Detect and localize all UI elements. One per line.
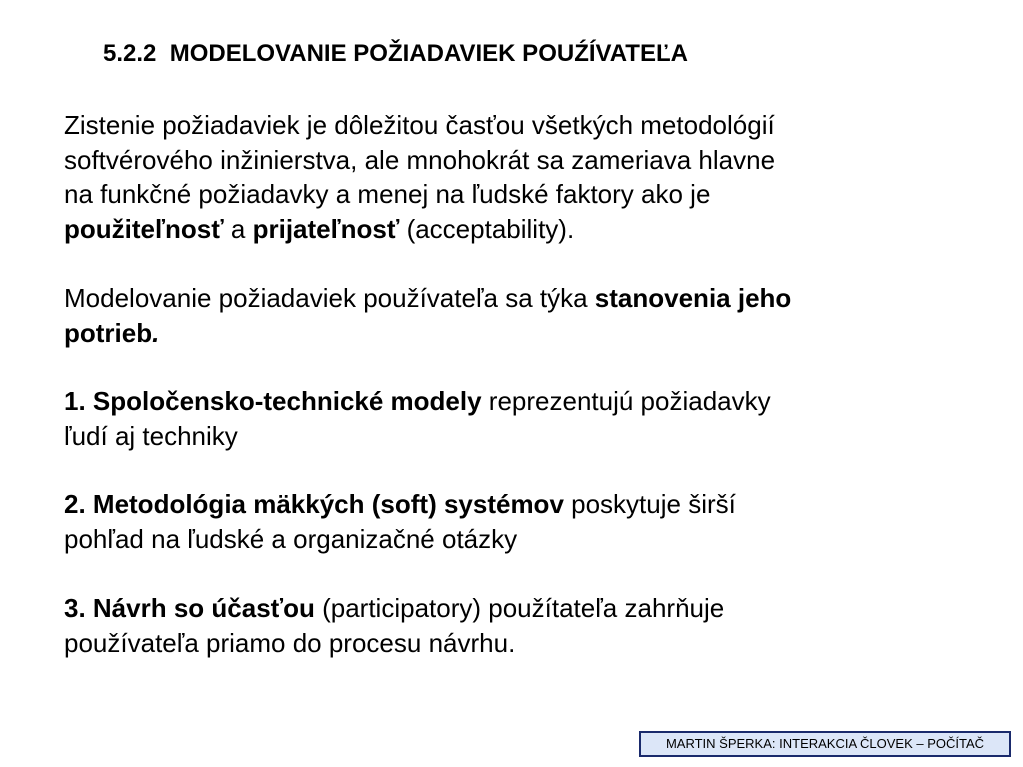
intro-line-3: na funkčné požiadavky a menej na ľudské faktory ako je	[64, 179, 711, 209]
item-2-text-1: poskytuje širší	[563, 489, 736, 519]
modeling-text: Modelovanie požiadaviek používateľa sa týka	[64, 283, 595, 313]
modeling-line-1	[64, 281, 964, 316]
item-1-line-2: ľudí aj techniky	[64, 420, 238, 451]
item-2-line-1	[64, 487, 964, 522]
list-item	[64, 591, 964, 660]
list-item	[64, 487, 964, 556]
intro-line-1: Zistenie požiadaviek je dôležitou časťou všetkých metodológií	[64, 110, 775, 140]
modeling-paragraph	[64, 281, 964, 350]
item-2-line-2: pohľad na ľudské a organizačné otázky	[64, 523, 518, 554]
item-3-text-1: (participatory) použítateľa zahrňuje	[314, 593, 725, 623]
modeling-bold-2: potrieb	[64, 317, 153, 348]
intro-line-4	[64, 212, 964, 247]
item-3-line-2: používateľa priamo do procesu návrhu.	[64, 627, 516, 658]
intro-paragraph	[64, 108, 964, 246]
item-1-heading: 1. Spoločensko-technické modely	[64, 386, 482, 416]
slide-title: 5.2.2 MODELOVANIE POŽIADAVIEK POUŹÍVATEĽA	[103, 40, 688, 67]
item-3-line-1	[64, 591, 964, 626]
term-usability: použiteľnosť	[64, 213, 224, 244]
item-1-line-1	[64, 384, 964, 419]
term-acceptability: prijateľnosť	[252, 213, 400, 244]
modeling-line-2	[64, 316, 964, 351]
intro-tail: (acceptability).	[399, 213, 575, 244]
item-2-heading: 2. Metodológia mäkkých (soft) systémov	[64, 489, 564, 519]
item-1-text-1: reprezentujú požiadavky	[481, 386, 771, 416]
modeling-bold-1: stanovenia jeho	[594, 283, 792, 313]
list-item	[64, 384, 964, 453]
intro-line-2: softvérového inžinierstva, ale mnohokrát sa zameriava hlavne	[64, 144, 776, 175]
footer-author-badge: MARTIN ŠPERKA: INTERAKCIA ČLOVEK – POČÍTAČ	[639, 731, 1011, 757]
modeling-dot: .	[152, 317, 160, 348]
item-3-heading: 3. Návrh so účasťou	[64, 593, 315, 623]
conjunction: a	[223, 213, 253, 244]
